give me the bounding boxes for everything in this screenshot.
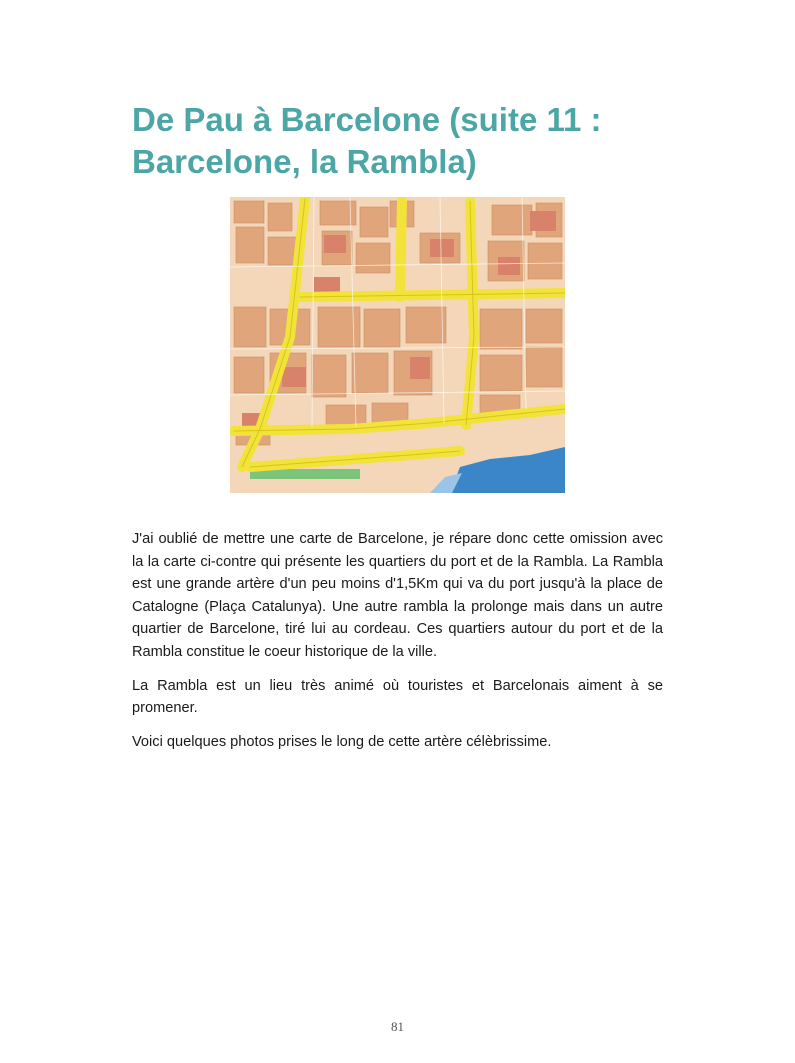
barcelona-map: [230, 197, 565, 493]
page-title: De Pau à Barcelone (suite 11 : Barcelone, la Rambla): [132, 101, 602, 180]
paragraph: La Rambla est un lieu très animé où touristes et Barcelonais aiment à se promener.: [132, 677, 663, 717]
article-body: [132, 528, 663, 764]
paragraph: J'ai oublié de mettre une carte de Barcelone, je répare donc cette omission avec la la carte ci-contre qui présente les quartiers du port et de la Rambla. La Rambla est une grande artère d'un peu moins d'1,5Km qui va du port jusqu'à la place de Catalogne (Plaça Catalunya). Une autre rambla la prolonge mais dans un autre quartier de Barcelone, tiré lui au cordeau. Ces quartiers autour du port et de la Rambla constitue le coeur historique de la ville.: [132, 531, 663, 660]
paragraph: Voici quelques photos prises le long de cette artère célèbrissime.: [132, 733, 552, 750]
page-number: 81: [391, 1019, 404, 1034]
